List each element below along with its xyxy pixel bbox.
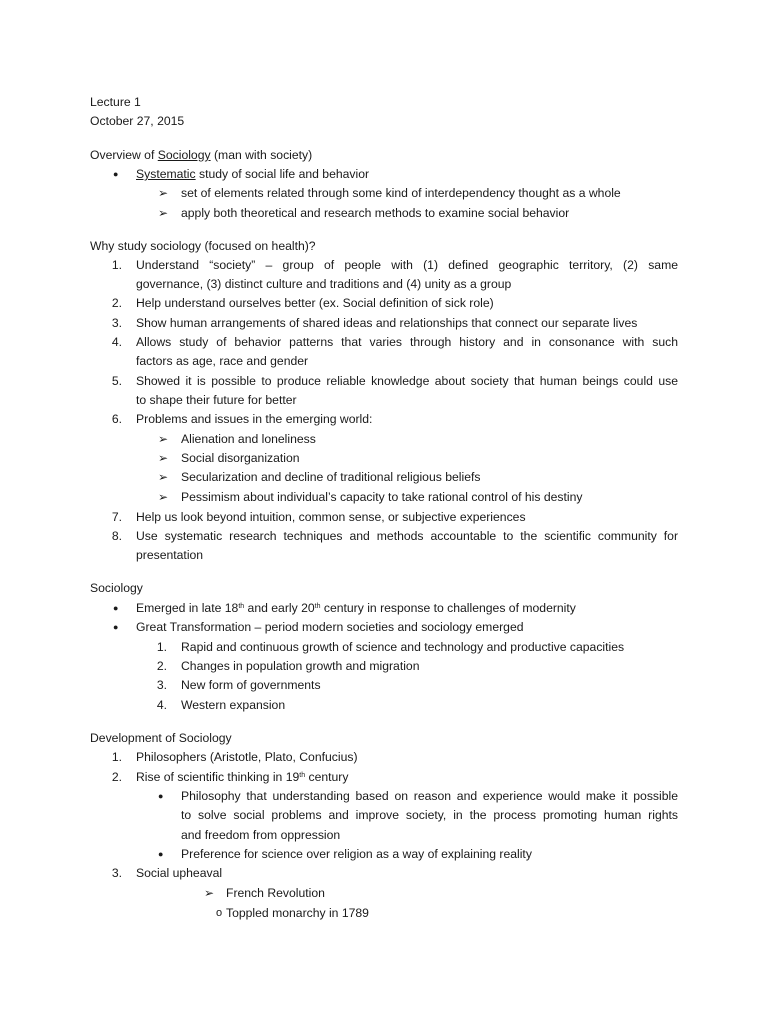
arrow-bullet-icon: ➢ [204,886,215,900]
list-item-text: to solve social problems and improve society, in the process promoting human rights [181,808,678,822]
item-text: Rise of scientific thinking in 19th century [136,770,349,784]
item-text: Allows study of behavior patterns that varies through history and in consonance with such [136,335,678,349]
list-item-text: French Revolution [226,886,325,900]
list-item [0,467,768,487]
item-text: Help us look beyond intuition, common sense, or subjective experiences [136,510,526,524]
arrow-bullet-icon: ➢ [158,432,169,446]
item-number: 1. [111,258,122,272]
date-label: October 27, 2015 [90,114,185,128]
numbered-item [0,767,768,787]
item-number: 1. [111,750,122,764]
bullet-icon: ● [113,603,119,613]
systematic-rest: study of social life and behavior [195,167,370,181]
numbered-item [0,747,768,767]
list-item [0,203,768,223]
lecture-title [0,92,768,112]
numbered-item [0,332,768,352]
list-item-text: Social disorganization [181,451,300,465]
sociology-heading: Sociology [90,581,143,595]
list-item [0,903,768,923]
item-number: 2. [156,659,167,673]
arrow-bullet-icon: ➢ [158,490,169,504]
item-text: Use systematic research techniques and methods accountable to the scientific community for [136,529,678,543]
numbered-item-continuation [0,390,768,410]
numbered-item-continuation [0,545,768,565]
lecture-date [0,111,768,131]
list-item [0,487,768,507]
list-item-text: apply both theoretical and research methods to examine social behavior [181,206,570,220]
lecture-label: Lecture 1 [90,95,141,109]
list-item [0,429,768,449]
bullet-icon: ● [113,169,119,179]
arrow-bullet-icon: ➢ [158,470,169,484]
numbered-item [0,695,768,715]
numbered-item [0,675,768,695]
list-item [0,617,768,637]
list-item-text: Great Transformation – period modern societies and sociology emerged [136,620,524,634]
item-text: New form of governments [181,678,321,692]
item-number: 2. [111,296,122,310]
item-number: 4. [111,335,122,349]
bullet-icon: ● [113,622,119,632]
development-heading: Development of Sociology [90,731,232,745]
item-number: 6. [111,412,122,426]
item-number: 8. [111,529,122,543]
numbered-item [0,313,768,333]
bullet-icon: ● [158,791,164,801]
list-item [0,183,768,203]
numbered-item [0,371,768,391]
item-text: Showed it is possible to produce reliable knowledge about society that human beings could use [136,374,678,388]
item-text: Changes in population growth and migration [181,659,420,673]
item-text: governance, (3) distinct culture and traditions and (4) unity as a group [136,277,512,291]
item-text: presentation [136,548,204,562]
item-text: Social upheaval [136,866,223,880]
item-number: 2. [111,770,122,784]
list-item [0,844,768,864]
list-item-text: set of elements related through some kind of interdependency thought as a whole [181,186,621,200]
numbered-item [0,526,768,546]
overview-suffix: (man with society) [210,148,313,162]
item-text: Help understand ourselves better (ex. Social definition of sick role) [136,296,494,310]
bullet-icon: ● [158,849,164,859]
list-item-continuation [0,805,768,825]
list-item-text: Emerged in late 18th and early 20th century in response to challenges of modernity [136,601,576,615]
list-item [0,164,768,184]
list-item-text: Secularization and decline of traditional religious beliefs [181,470,481,484]
list-item [0,598,768,618]
item-text: Western expansion [181,698,286,712]
item-text: Philosophers (Aristotle, Plato, Confucius) [136,750,358,764]
numbered-item [0,409,768,429]
numbered-item [0,863,768,883]
list-item-text: Philosophy that understanding based on reason and experience would make it possible [181,789,678,803]
list-item-text: Pessimism about individual’s capacity to take rational control of his destiny [181,490,583,504]
numbered-item [0,255,768,275]
item-number: 3. [111,866,122,880]
systematic-term: Systematic [136,167,196,181]
numbered-item-continuation [0,351,768,371]
list-item [0,883,768,903]
item-number: 3. [156,678,167,692]
list-item-continuation [0,825,768,845]
numbered-item [0,656,768,676]
overview-term: Sociology [157,148,211,162]
item-text: Understand “society” – group of people with (1) defined geographic territory, (2) same [136,258,678,272]
item-text: Rapid and continuous growth of science and technology and productive capacities [181,640,625,654]
item-text: Show human arrangements of shared ideas and relationships that connect our separate lives [136,316,638,330]
item-number: 1. [156,640,167,654]
arrow-bullet-icon: ➢ [158,206,169,220]
circle-bullet-icon: o [216,907,223,919]
numbered-item [0,637,768,657]
list-item [0,786,768,806]
overview-prefix: Overview of [90,148,158,162]
list-item-text: Toppled monarchy in 1789 [226,906,369,920]
item-text: to shape their future for better [136,393,297,407]
numbered-item [0,507,768,527]
list-item [0,448,768,468]
arrow-bullet-icon: ➢ [158,186,169,200]
item-text: Problems and issues in the emerging world: [136,412,373,426]
numbered-item-continuation [0,274,768,294]
arrow-bullet-icon: ➢ [158,451,169,465]
list-item-text: Alienation and loneliness [181,432,316,446]
why-heading: Why study sociology (focused on health)? [90,239,316,253]
list-item-text: and freedom from oppression [181,828,341,842]
numbered-item [0,293,768,313]
overview-heading [0,145,768,165]
item-number: 3. [111,316,122,330]
item-text: factors as age, race and gender [136,354,309,368]
item-number: 7. [111,510,122,524]
item-number: 5. [111,374,122,388]
item-number: 4. [156,698,167,712]
list-item-text: Preference for science over religion as a way of explaining reality [181,847,532,861]
